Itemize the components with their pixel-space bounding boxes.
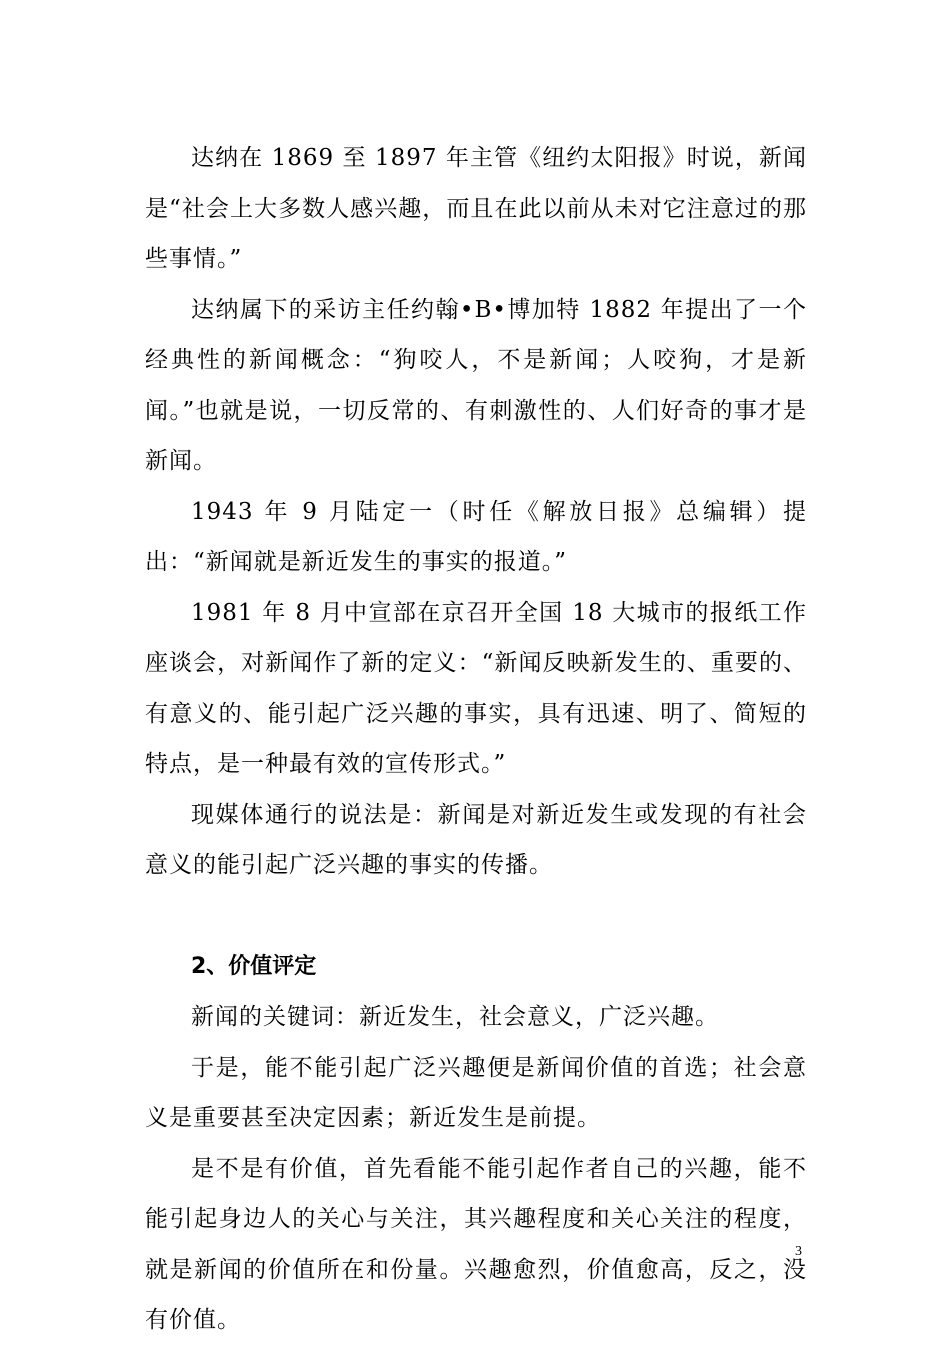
section-spacer xyxy=(145,891,807,942)
paragraph-media-definition: 现媒体通行的说法是：新闻是对新近发生或发现的有社会意义的能引起广泛兴趣的事实的传播。 xyxy=(145,801,807,878)
page-content xyxy=(145,133,807,1346)
paragraph-dana-definition: 达纳在 1869 至 1897 年主管《纽约太阳报》时说，新闻是“社会上大多数人感兴趣，而且在此以前从未对它注意过的那些事情。” xyxy=(145,145,807,272)
paragraph-priority: 于是，能不能引起广泛兴趣便是新闻价值的首选；社会意义是重要甚至决定因素；新近发生是前提。 xyxy=(145,1054,807,1131)
paragraph-1981-definition: 1981 年 8 月中宣部在京召开全国 18 大城市的报纸工作座谈会，对新闻作了新的定义：“新闻反映新发生的、重要的、有意义的、能引起广泛兴趣的事实，具有迅速、明了、简短的特点，是一种最有效的宣传形式。” xyxy=(145,599,807,777)
paragraph-value-judgment: 是不是有价值，首先看能不能引起作者自己的兴趣，能不能引起身边人的关心与关注，其兴趣程度和关心关注的程度，就是新闻的价值所在和份量。兴趣愈烈，价值愈高，反之，没有价值。 xyxy=(145,1155,807,1333)
paragraph-bogart-definition: 达纳属下的采访主任约翰•B•博加特 1882 年提出了一个经典性的新闻概念：“狗咬人，不是新闻；人咬狗，才是新闻。”也就是说，一切反常的、有刺激性的、人们好奇的事才是新闻。 xyxy=(145,296,807,474)
paragraph-keywords: 新闻的关键词：新近发生，社会意义，广泛兴趣。 xyxy=(191,1004,719,1030)
section-heading: 2、价值评定 xyxy=(191,953,317,979)
page-number: 3 xyxy=(795,1244,802,1259)
paragraph-lu-dingyi-definition: 1943 年 9 月陆定一（时任《解放日报》总编辑）提出：“新闻就是新近发生的事实的报道。” xyxy=(145,498,807,575)
